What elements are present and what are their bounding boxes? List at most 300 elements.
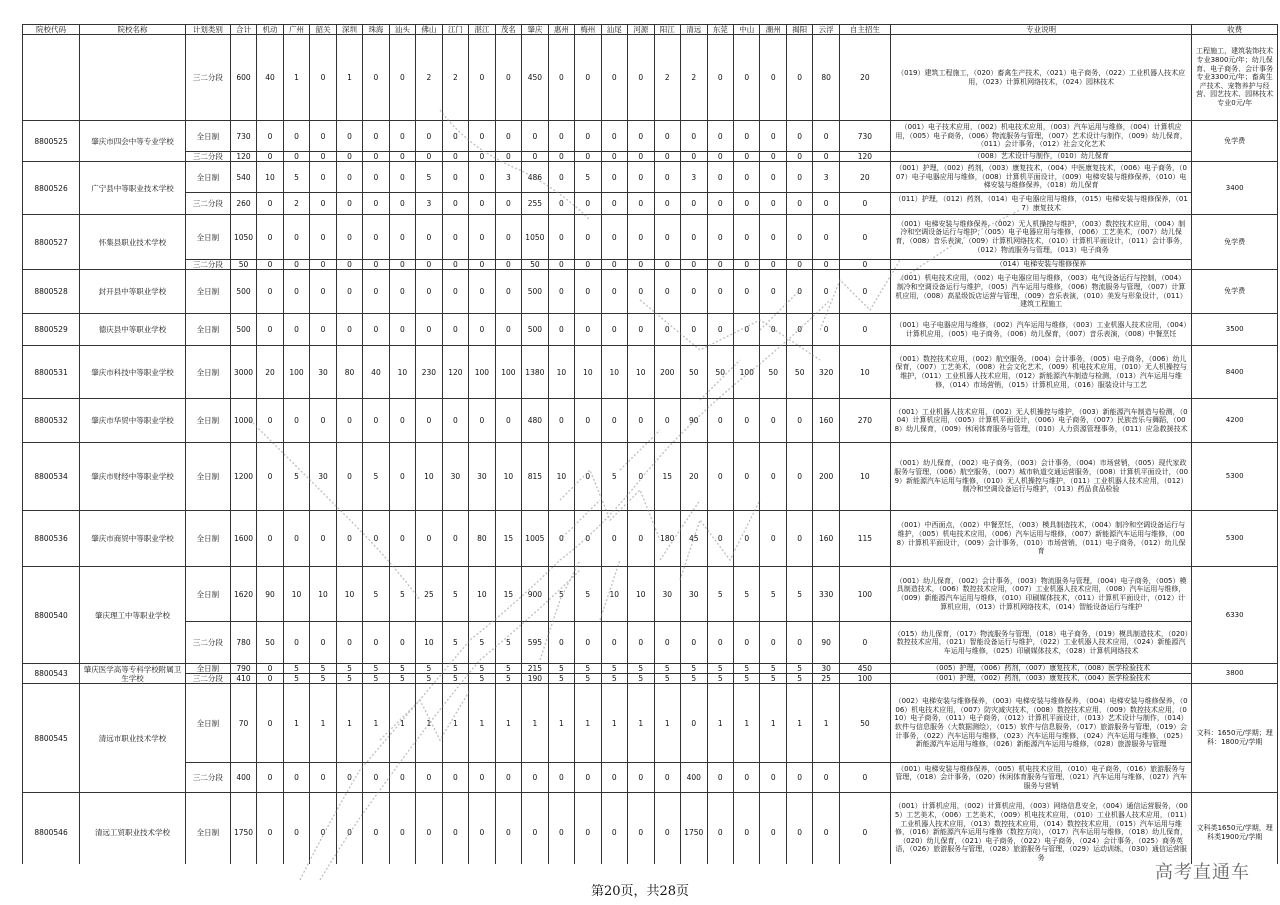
quota-cell: 0 <box>416 215 442 260</box>
quota-cell: 0 <box>601 121 627 152</box>
quota-cell: 0 <box>681 152 707 162</box>
quota-cell: 50 <box>230 260 256 270</box>
column-header: 院校名称 <box>80 25 186 35</box>
quota-cell: 1 <box>760 684 786 763</box>
quota-cell: 0 <box>310 260 336 270</box>
quota-cell: 600 <box>230 35 256 121</box>
school-code-cell: 8800527 <box>23 215 80 270</box>
quota-cell: 0 <box>628 270 654 314</box>
column-header: 茂名 <box>495 25 521 35</box>
quota-cell: 10 <box>628 567 654 622</box>
quota-cell: 0 <box>548 622 574 664</box>
plan-type-cell: 三二分段 <box>185 193 230 215</box>
quota-cell: 3 <box>681 162 707 193</box>
quota-cell: 10 <box>601 567 627 622</box>
table-body <box>23 35 1278 865</box>
major-description-cell: （001）护理，（002）药剂，（003）康复技术，（004）中医康复技术，（006）电子商务，（007）电子电器应用与维修，（008）计算机平面设计，（009）电梯安装与维修保养，（010）电梯安装与维修保养，（018）幼儿保育 <box>890 162 1192 193</box>
quota-cell: 0 <box>707 35 733 121</box>
quota-cell: 0 <box>469 121 495 152</box>
quota-cell: 5 <box>733 674 759 684</box>
quota-cell: 330 <box>813 567 839 622</box>
quota-cell: 0 <box>839 270 890 314</box>
quota-cell: 0 <box>310 793 336 865</box>
quota-cell: 1 <box>442 684 468 763</box>
quota-cell: 0 <box>416 152 442 162</box>
quota-cell: 0 <box>442 193 468 215</box>
column-header: 院校代码 <box>23 25 80 35</box>
quota-cell: 20 <box>257 346 283 399</box>
quota-cell: 0 <box>336 314 362 346</box>
major-description-cell: （001）工业机器人技术应用，（002）无人机操控与维护，（003）新能源汽车制造与检测，（004）计算机应用，（005）计算机平面设计，（006）电子商务，（007）民族音乐与舞蹈，（008）幼儿保育，（009）休闲体育服务与管理，（010）人力资源管理事务，（011）应急救援技术 <box>890 399 1192 443</box>
quota-cell: 0 <box>389 793 415 865</box>
major-description-cell: （002）电梯安装与维修保养，（003）电梯安装与维修保养，（004）电梯安装与维修保养，（006）机电技术应用，（007）防灾减灾技术，（008）数控技术应用，（009）数控技术应用，（010）电子商务，（011）电子商务，（012）计算机平面设计，（013）艺术设计与制作，（014）软件与信息服务（大数据测绘），（015）软件与信息服务，（017）旅游服务与管理，（019）会计事务，（022）汽车运用与维修，（023）汽车运用与维修，（024）汽车运用与维修，（025）新能源汽车运用与维修，（026）新能源汽车运用与维修，（028）旅游服务与管理 <box>890 684 1192 763</box>
table-row <box>23 270 1278 314</box>
quota-cell: 0 <box>363 121 389 152</box>
quota-cell: 500 <box>230 270 256 314</box>
quota-cell: 0 <box>654 152 680 162</box>
tuition-fee-cell: 免学费 <box>1192 270 1278 314</box>
school-name-cell: 清远工贸职业技术学校 <box>80 793 186 865</box>
major-description-cell: （015）幼儿保育，（017）物流服务与管理，（018）电子商务，（019）模具制造技术，（020）数控技术应用，（021）智能设备运行与维护，（022）工业机器人技术应用，（024）新能源汽车运用与维修，（025）印刷媒体技术，（028）计算机网络技术 <box>890 622 1192 664</box>
quota-cell: 0 <box>786 260 812 270</box>
quota-cell: 0 <box>654 622 680 664</box>
quota-cell: 0 <box>257 511 283 567</box>
quota-cell: 0 <box>442 793 468 865</box>
quota-cell: 5 <box>416 664 442 674</box>
quota-cell: 0 <box>813 193 839 215</box>
quota-cell: 255 <box>522 193 548 215</box>
quota-cell: 5 <box>733 664 759 674</box>
quota-cell: 2 <box>416 35 442 121</box>
quota-cell: 0 <box>628 215 654 260</box>
column-header: 收费 <box>1192 25 1278 35</box>
quota-cell: 0 <box>548 152 574 162</box>
quota-cell: 0 <box>813 270 839 314</box>
quota-cell: 40 <box>257 35 283 121</box>
quota-cell: 0 <box>363 162 389 193</box>
quota-cell: 0 <box>628 763 654 793</box>
quota-cell: 0 <box>336 793 362 865</box>
major-description-cell: （001）电梯安装与维修保养，（005）机电技术应用，（010）电子商务，（016）旅游服务与管理，（018）会计事务，（020）休闲体育服务与管理，（021）汽车运用与维修，（027）汽车服务与营销 <box>890 763 1192 793</box>
quota-cell: 5 <box>495 664 521 674</box>
quota-cell: 1 <box>469 684 495 763</box>
quota-cell: 0 <box>575 511 601 567</box>
quota-cell: 0 <box>760 162 786 193</box>
quota-cell: 3 <box>416 193 442 215</box>
quota-cell: 50 <box>760 346 786 399</box>
quota-cell: 0 <box>628 121 654 152</box>
tuition-fee-cell: 3400 <box>1192 162 1278 215</box>
plan-type-cell: 三二分段 <box>185 152 230 162</box>
table-row <box>23 152 1278 162</box>
table-row <box>23 314 1278 346</box>
school-code-cell: 8800528 <box>23 270 80 314</box>
quota-cell: 0 <box>548 35 574 121</box>
quota-cell: 0 <box>310 763 336 793</box>
quota-cell: 0 <box>442 511 468 567</box>
quota-cell: 0 <box>628 511 654 567</box>
quota-cell: 0 <box>257 260 283 270</box>
quota-cell: 0 <box>654 193 680 215</box>
quota-cell: 1620 <box>230 567 256 622</box>
quota-cell: 0 <box>601 35 627 121</box>
quota-cell: 80 <box>813 35 839 121</box>
quota-cell: 10 <box>336 567 362 622</box>
plan-type-cell: 全日制 <box>185 314 230 346</box>
quota-cell: 1 <box>283 684 309 763</box>
school-name-cell: 封开县中等职业学校 <box>80 270 186 314</box>
school-name-cell: 肇庆市财经中等职业学校 <box>80 443 186 511</box>
quota-cell: 5 <box>548 664 574 674</box>
quota-cell: 5 <box>707 664 733 674</box>
quota-cell: 0 <box>469 193 495 215</box>
quota-cell: 30 <box>654 567 680 622</box>
column-header: 汕头 <box>389 25 415 35</box>
quota-cell: 0 <box>389 763 415 793</box>
table-row <box>23 162 1278 193</box>
quota-cell: 0 <box>786 152 812 162</box>
table-row <box>23 622 1278 664</box>
quota-cell: 25 <box>416 567 442 622</box>
quota-cell: 0 <box>760 793 786 865</box>
quota-cell: 5 <box>310 664 336 674</box>
quota-cell: 0 <box>310 121 336 152</box>
quota-cell: 0 <box>336 162 362 193</box>
quota-cell: 5 <box>283 162 309 193</box>
quota-cell: 30 <box>813 664 839 674</box>
quota-cell: 0 <box>363 511 389 567</box>
quota-cell: 0 <box>548 121 574 152</box>
quota-cell: 5 <box>442 674 468 684</box>
quota-cell: 0 <box>469 399 495 443</box>
quota-cell: 5 <box>548 567 574 622</box>
quota-cell: 0 <box>628 793 654 865</box>
quota-cell: 5 <box>363 674 389 684</box>
quota-cell: 100 <box>495 346 521 399</box>
watermark-logo-text: 高考直通车 <box>1155 862 1250 883</box>
quota-cell: 0 <box>628 152 654 162</box>
quota-cell: 0 <box>336 121 362 152</box>
quota-cell: 1 <box>654 684 680 763</box>
quota-cell: 200 <box>813 443 839 511</box>
quota-cell: 0 <box>601 215 627 260</box>
quota-cell: 5 <box>707 567 733 622</box>
quota-cell: 5 <box>336 674 362 684</box>
quota-cell: 5 <box>336 664 362 674</box>
quota-cell: 0 <box>760 193 786 215</box>
major-description-cell: （001）数控技术应用，（002）航空服务，（004）会计事务，（005）电子商务，（006）幼儿保育，（007）工艺美术，（008）社会文化艺术，（009）机电技术应用，（010）无人机操控与维护，（011）工业机器人技术应用，（012）新能源汽车制造与检测，（013）汽车运用与维修，（014）市场营销，（015）计算机应用，（016）服装设计与工艺 <box>890 346 1192 399</box>
quota-cell: 0 <box>733 162 759 193</box>
quota-cell: 0 <box>733 314 759 346</box>
quota-cell: 0 <box>389 215 415 260</box>
quota-cell: 5 <box>733 567 759 622</box>
table-row <box>23 193 1278 215</box>
quota-cell: 1200 <box>230 443 256 511</box>
quota-cell: 5 <box>760 664 786 674</box>
major-description-cell: （001）幼儿保育，（002）电子商务，（003）会计事务，（004）市场营销，（005）现代家政服务与管理，（006）航空服务，（007）城市轨道交通运营服务，（008）计算机平面设计，（009）新能源汽车运用与维修，（010）无人机操控与维护，（011）工业机器人技术应用，（012）制冷和空调设备运行与维护，（013）药品食品检验 <box>890 443 1192 511</box>
quota-cell: 0 <box>654 162 680 193</box>
quota-cell: 0 <box>760 35 786 121</box>
plan-type-cell: 三二分段 <box>185 622 230 664</box>
quota-cell: 0 <box>601 162 627 193</box>
quota-cell: 0 <box>442 270 468 314</box>
quota-cell: 0 <box>310 622 336 664</box>
quota-cell: 0 <box>283 399 309 443</box>
quota-cell: 0 <box>522 121 548 152</box>
quota-cell: 0 <box>257 314 283 346</box>
quota-cell: 50 <box>257 622 283 664</box>
quota-cell: 5 <box>363 664 389 674</box>
quota-cell: 0 <box>310 193 336 215</box>
school-code-cell: 8800531 <box>23 346 80 399</box>
table-row <box>23 443 1278 511</box>
quota-cell: 5 <box>760 674 786 684</box>
quota-cell: 15 <box>495 567 521 622</box>
plan-type-cell: 全日制 <box>185 511 230 567</box>
quota-cell: 5 <box>628 674 654 684</box>
quota-cell: 5 <box>442 567 468 622</box>
column-header: 合计 <box>230 25 256 35</box>
quota-cell: 0 <box>575 270 601 314</box>
column-header: 阳江 <box>654 25 680 35</box>
table-row <box>23 511 1278 567</box>
quota-cell: 30 <box>469 443 495 511</box>
column-header: 机动 <box>257 25 283 35</box>
quota-cell: 80 <box>469 511 495 567</box>
quota-cell: 0 <box>601 399 627 443</box>
quota-cell: 1 <box>733 684 759 763</box>
major-description-cell: （008）艺术设计与制作，（010）幼儿保育 <box>890 152 1192 162</box>
quota-cell: 0 <box>628 622 654 664</box>
quota-cell: 0 <box>575 215 601 260</box>
quota-cell: 5 <box>575 162 601 193</box>
quota-cell: 0 <box>654 763 680 793</box>
quota-cell: 0 <box>707 622 733 664</box>
quota-cell: 780 <box>230 622 256 664</box>
school-name-cell: 怀集县职业技术学校 <box>80 215 186 270</box>
quota-cell: 120 <box>839 152 890 162</box>
major-description-cell: （005）护理，（006）药剂，（007）康复技术，（008）医学检验技术 <box>890 664 1192 674</box>
quota-cell: 0 <box>336 763 362 793</box>
school-code-cell: 8800526 <box>23 162 80 215</box>
quota-cell: 0 <box>389 511 415 567</box>
quota-cell: 0 <box>416 121 442 152</box>
quota-cell: 5 <box>495 674 521 684</box>
quota-cell: 0 <box>681 684 707 763</box>
quota-cell: 5 <box>681 674 707 684</box>
quota-cell: 0 <box>416 260 442 270</box>
quota-cell: 0 <box>786 399 812 443</box>
quota-cell: 0 <box>760 121 786 152</box>
quota-cell: 0 <box>839 622 890 664</box>
quota-cell: 0 <box>469 152 495 162</box>
quota-cell: 5 <box>654 664 680 674</box>
quota-cell: 260 <box>230 193 256 215</box>
quota-cell: 0 <box>336 270 362 314</box>
quota-cell: 0 <box>654 270 680 314</box>
major-description-cell: （001）幼儿保育，（002）会计事务，（003）物流服务与管理，（004）电子商务，（005）模具制造技术，（006）数控技术应用，（007）工业机器人技术应用，（008）汽车运用与维修，（009）新能源汽车运用与维修，（010）印刷媒体技术，（011）计算机平面设计，（012）计算机应用，（013）计算机网络技术，（014）智能设备运行与维护 <box>890 567 1192 622</box>
quota-cell: 0 <box>681 215 707 260</box>
quota-cell: 0 <box>681 270 707 314</box>
plan-type-cell: 全日制 <box>185 684 230 763</box>
quota-cell: 5 <box>654 674 680 684</box>
quota-cell: 500 <box>522 314 548 346</box>
quota-cell: 0 <box>363 763 389 793</box>
quota-cell: 0 <box>257 193 283 215</box>
quota-cell: 0 <box>495 152 521 162</box>
quota-cell: 0 <box>363 260 389 270</box>
quota-cell: 0 <box>760 215 786 260</box>
table-row <box>23 567 1278 622</box>
quota-cell: 0 <box>389 193 415 215</box>
quota-cell: 0 <box>786 622 812 664</box>
quota-cell: 0 <box>257 684 283 763</box>
quota-cell: 0 <box>733 260 759 270</box>
tuition-fee-cell: 文科：1650元/学期；理科：1800元/学期 <box>1192 684 1278 793</box>
quota-cell: 50 <box>522 260 548 270</box>
major-description-cell: （001）电子技术应用，（002）机电技术应用，（003）汽车运用与维修，（004）计算机应用，（005）电子商务，（006）物流服务与管理，（007）艺术设计与制作，（009）幼儿保育，（011）会计事务，（012）社会文化艺术 <box>890 121 1192 152</box>
quota-cell: 0 <box>707 162 733 193</box>
quota-cell: 0 <box>283 152 309 162</box>
school-code-cell: 8800529 <box>23 314 80 346</box>
quota-cell: 1380 <box>522 346 548 399</box>
quota-cell: 5 <box>416 162 442 193</box>
major-description-cell: （014）电梯安装与维修保养 <box>890 260 1192 270</box>
quota-cell: 5 <box>389 674 415 684</box>
quota-cell: 1 <box>363 684 389 763</box>
quota-cell: 0 <box>416 399 442 443</box>
quota-cell: 0 <box>654 314 680 346</box>
quota-cell: 0 <box>257 121 283 152</box>
table-row <box>23 260 1278 270</box>
quota-cell: 0 <box>733 793 759 865</box>
quota-cell: 0 <box>733 35 759 121</box>
column-header: 佛山 <box>416 25 442 35</box>
quota-cell: 160 <box>813 399 839 443</box>
quota-cell: 0 <box>283 622 309 664</box>
quota-cell: 0 <box>283 763 309 793</box>
quota-cell: 0 <box>707 121 733 152</box>
quota-cell: 80 <box>336 346 362 399</box>
column-header: 东莞 <box>707 25 733 35</box>
column-header: 深圳 <box>336 25 362 35</box>
column-header: 韶关 <box>310 25 336 35</box>
quota-cell: 45 <box>681 511 707 567</box>
quota-cell: 15 <box>495 511 521 567</box>
column-header: 中山 <box>733 25 759 35</box>
quota-cell: 0 <box>760 270 786 314</box>
quota-cell: 0 <box>707 443 733 511</box>
quota-cell: 0 <box>707 260 733 270</box>
quota-cell: 0 <box>681 121 707 152</box>
quota-cell: 0 <box>654 260 680 270</box>
plan-type-cell: 全日制 <box>185 664 230 674</box>
column-header: 肇庆 <box>522 25 548 35</box>
quota-cell: 0 <box>681 622 707 664</box>
quota-cell: 70 <box>230 684 256 763</box>
quota-cell: 0 <box>310 152 336 162</box>
quota-cell: 0 <box>760 314 786 346</box>
tuition-fee-cell: 免学费 <box>1192 121 1278 162</box>
quota-cell: 90 <box>257 567 283 622</box>
quota-cell: 5 <box>363 567 389 622</box>
column-header: 湛江 <box>469 25 495 35</box>
quota-cell: 0 <box>469 793 495 865</box>
quota-cell: 10 <box>628 346 654 399</box>
quota-cell: 450 <box>522 35 548 121</box>
quota-cell: 0 <box>522 793 548 865</box>
quota-cell: 1 <box>495 684 521 763</box>
quota-cell: 90 <box>813 622 839 664</box>
school-name-cell: 肇庆市科技中等职业学校 <box>80 346 186 399</box>
quota-cell: 0 <box>495 793 521 865</box>
quota-cell: 1750 <box>681 793 707 865</box>
tuition-fee-cell: 5300 <box>1192 511 1278 567</box>
quota-cell: 0 <box>786 443 812 511</box>
major-description-cell: （001）电梯安装与维修保养，（002）无人机操控与维护，（003）数控技术应用，（004）制冷和空调设备运行与维护，（005）电子电器应用与维修，（006）工艺美术，（007）幼儿保育，（008）音乐表演，（009）计算机网络技术，（010）计算机平面设计，（011）会计事务，（012）物流服务与管理，（013）电子商务 <box>890 215 1192 260</box>
quota-cell: 0 <box>575 443 601 511</box>
quota-cell: 0 <box>310 270 336 314</box>
quota-cell: 0 <box>681 193 707 215</box>
quota-cell: 0 <box>786 314 812 346</box>
plan-type-cell: 全日制 <box>185 121 230 152</box>
quota-cell: 0 <box>786 793 812 865</box>
quota-cell: 0 <box>389 35 415 121</box>
column-header: 河源 <box>628 25 654 35</box>
quota-cell: 0 <box>575 314 601 346</box>
school-name-cell: 肇庆医学高等专科学校附属卫生学校 <box>80 664 186 684</box>
column-header: 揭阳 <box>786 25 812 35</box>
quota-cell: 0 <box>548 162 574 193</box>
quota-cell: 0 <box>707 793 733 865</box>
quota-cell: 730 <box>230 121 256 152</box>
quota-cell: 0 <box>257 674 283 684</box>
school-name-cell: 清远市职业技术学校 <box>80 684 186 793</box>
quota-cell: 0 <box>442 215 468 260</box>
tuition-fee-cell: 文科类1650元/学期，理科类1900元/学期 <box>1192 793 1278 865</box>
quota-cell: 0 <box>760 152 786 162</box>
quota-cell: 0 <box>363 215 389 260</box>
quota-cell: 0 <box>495 260 521 270</box>
quota-cell: 0 <box>548 215 574 260</box>
quota-cell: 0 <box>310 511 336 567</box>
quota-cell: 0 <box>257 215 283 260</box>
quota-cell: 0 <box>575 399 601 443</box>
table-row <box>23 684 1278 763</box>
quota-cell: 5 <box>786 664 812 674</box>
quota-cell: 0 <box>389 270 415 314</box>
quota-cell: 120 <box>442 346 468 399</box>
quota-cell: 5 <box>310 674 336 684</box>
quota-cell: 0 <box>786 121 812 152</box>
quota-cell: 0 <box>839 793 890 865</box>
quota-cell: 1 <box>548 684 574 763</box>
quota-cell: 5 <box>469 664 495 674</box>
quota-cell: 0 <box>575 622 601 664</box>
quota-cell: 1750 <box>230 793 256 865</box>
quota-cell: 1 <box>707 684 733 763</box>
major-description-cell: （001）中西面点，（002）中餐烹饪，（003）模具制造技术，（004）制冷和空调设备运行与维护，（005）机电技术应用，（006）汽车运用与维修，（007）新能源汽车运用与维修，（008）计算机平面设计，（009）会计事务，（010）市场营销，（011）电子商务，（012）幼儿保育 <box>890 511 1192 567</box>
quota-cell: 0 <box>733 399 759 443</box>
quota-cell: 730 <box>839 121 890 152</box>
quota-cell: 200 <box>654 346 680 399</box>
quota-cell: 100 <box>283 346 309 399</box>
quota-cell: 0 <box>257 664 283 674</box>
quota-cell: 0 <box>442 399 468 443</box>
quota-cell: 0 <box>681 314 707 346</box>
quota-cell: 0 <box>469 260 495 270</box>
table-row <box>23 763 1278 793</box>
